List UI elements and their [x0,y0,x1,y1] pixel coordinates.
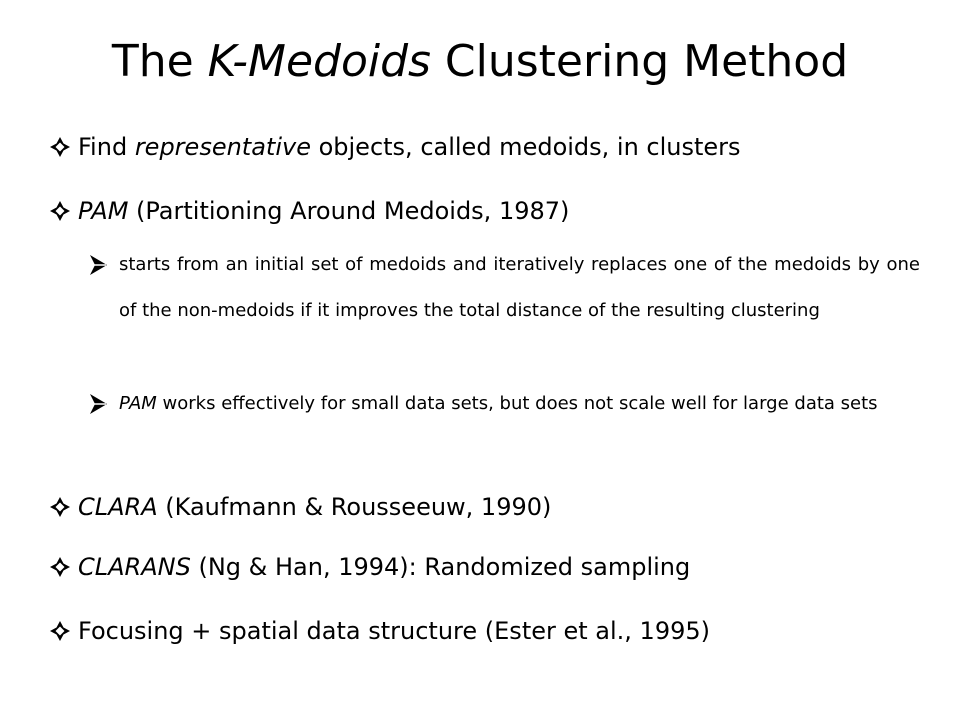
arrow-bullet-icon [90,394,107,414]
diamond-bullet-icon [50,137,70,157]
sub-bullet-text-post: works effectively for small data sets, but does not scale well for large data sets [156,393,878,414]
arrow-bullet-icon [90,255,107,275]
bullet-text-post: (Kaufmann & Rousseeuw, 1990) [157,493,552,521]
bullet-text-pre: Find [78,133,135,161]
sub-bullet-text: starts from an initial set of medoids and iteratively replaces one of the medoids by one of the non-medoids if it improves the total distance of the resulting clustering [119,254,920,321]
title-suffix: Clustering Method [430,36,849,87]
sub-bullet-text [119,381,920,427]
sub-bullet-text-italic: PAM [119,393,157,414]
bullet-text [78,130,741,164]
bullet-text [78,194,569,228]
bullet-text-post: objects, called medoids, in clusters [310,133,741,161]
bullet-text [78,490,551,524]
title-prefix: The [111,36,208,87]
bullet-text-italic: CLARA [78,493,158,521]
bullet-text-post: (Partitioning Around Medoids, 1987) [128,197,570,225]
bullet-text-post: (Ng & Han, 1994): Randomized sampling [190,553,691,581]
diamond-bullet-icon [50,621,70,641]
diamond-bullet-icon [50,557,70,577]
sub-bullet-pam-scalability [90,381,920,427]
diamond-bullet-icon [50,201,70,221]
bullet-text: Focusing + spatial data structure (Ester et al., 1995) [78,617,710,645]
slide-title [0,32,960,92]
title-italic: K-Medoids [207,36,431,87]
bullet-text-italic: representative [134,133,311,161]
sub-bullet-pam-algorithm [90,242,920,334]
bullet-text [78,550,690,584]
diamond-bullet-icon [50,497,70,517]
bullet-text-italic: PAM [78,197,129,225]
bullet-text-italic: CLARANS [78,553,191,581]
